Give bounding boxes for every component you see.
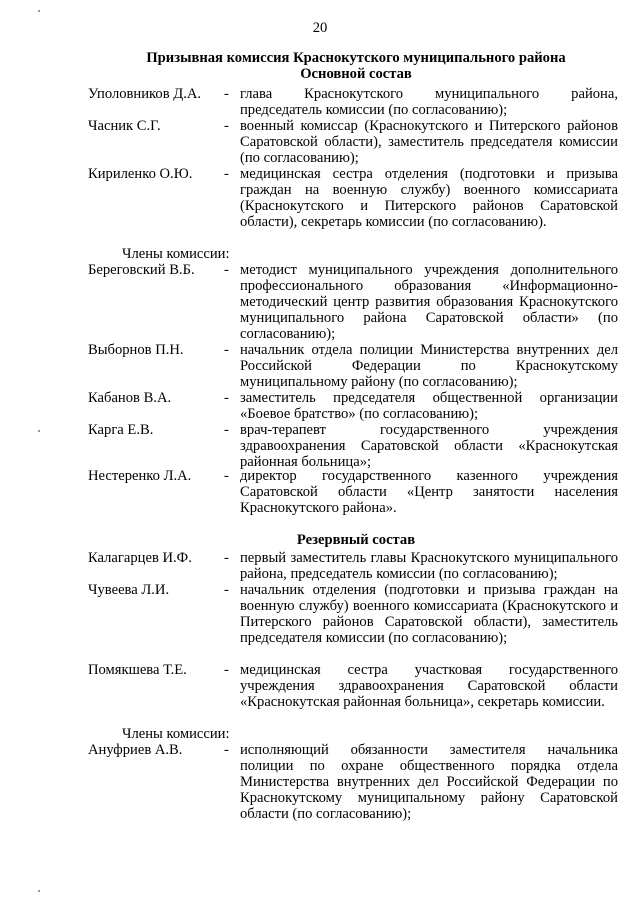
reserve-composition-heading: Резервный состав bbox=[296, 532, 416, 548]
person-name: Карга Е.В. bbox=[88, 422, 154, 438]
members-label: Члены комиссии: bbox=[122, 246, 230, 262]
scan-speck bbox=[38, 10, 40, 12]
person-position: методист муниципального учреждения дополнительного профессионального образования «Информационно-методический центр развития образования Краснокутского муниципального района Саратовской области» (по согласованию); bbox=[240, 262, 618, 342]
person-position: начальник отдела полиции Министерства внутренних дел Российской Федерации по Краснокутскому муниципальному району (по согласованию); bbox=[240, 342, 618, 390]
scan-speck bbox=[38, 890, 40, 892]
person-name: Выборнов П.Н. bbox=[88, 342, 184, 358]
person-position: исполняющий обязанности заместителя начальника полиции по охране общественного порядка отдела Министерства внутренних дел Российской Федерации по Краснокутскому муниципальному району Саратовской области (по согласованию); bbox=[240, 742, 618, 822]
person-name: Помякшева Т.Е. bbox=[88, 662, 187, 678]
entry-dash: - bbox=[224, 166, 229, 182]
person-name: Нестеренко Л.А. bbox=[88, 468, 192, 484]
main-composition-heading: Основной состав bbox=[300, 66, 412, 82]
entry-dash: - bbox=[224, 468, 229, 484]
entry-dash: - bbox=[224, 742, 229, 758]
person-position: директор государственного казенного учреждения Саратовской области «Центр занятости населения Краснокутского района». bbox=[240, 468, 618, 516]
page-number: 20 bbox=[312, 20, 328, 36]
person-name: Чувеева Л.И. bbox=[88, 582, 170, 598]
person-position: военный комиссар (Краснокутского и Питерского районов Саратовской области), заместитель председателя комиссии (по согласованию); bbox=[240, 118, 618, 166]
person-name: Ануфриев А.В. bbox=[88, 742, 183, 758]
person-name: Кабанов В.А. bbox=[88, 390, 172, 406]
entry-dash: - bbox=[224, 390, 229, 406]
person-name: Береговский В.Б. bbox=[88, 262, 195, 278]
entry-dash: - bbox=[224, 582, 229, 598]
entry-dash: - bbox=[224, 86, 229, 102]
entry-dash: - bbox=[224, 550, 229, 566]
person-position: медицинская сестра участковая государственного учреждения здравоохранения Саратовской области «Краснокутская районная больница», секретарь комиссии. bbox=[240, 662, 618, 710]
person-position: медицинская сестра отделения (подготовки и призыва граждан на военную службу) военного комиссариата (Краснокутского и Питерского районов Саратовской области), секретарь комиссии (по согласованию). bbox=[240, 166, 618, 230]
scan-speck bbox=[38, 430, 40, 432]
person-name: Кириленко О.Ю. bbox=[88, 166, 193, 182]
entry-dash: - bbox=[224, 342, 229, 358]
person-position: начальник отделения (подготовки и призыва граждан на военную службу) военного комиссариата (Краснокутского и Питерского районов Саратовской области), заместитель председателя комиссии (по согласованию); bbox=[240, 582, 618, 646]
entry-dash: - bbox=[224, 262, 229, 278]
document-title: Призывная комиссия Краснокутского муниципального района bbox=[146, 50, 566, 66]
person-position: заместитель председателя общественной организации «Боевое братство» (по согласованию); bbox=[240, 390, 618, 422]
entry-dash: - bbox=[224, 118, 229, 134]
person-name: Калагарцев И.Ф. bbox=[88, 550, 192, 566]
entry-dash: - bbox=[224, 662, 229, 678]
person-position: врач-терапевт государственного учреждения здравоохранения Саратовской области «Краснокутская районная больница»; bbox=[240, 422, 618, 470]
person-name: Уполовников Д.А. bbox=[88, 86, 202, 102]
person-position: глава Краснокутского муниципального района, председатель комиссии (по согласованию); bbox=[240, 86, 618, 118]
entry-dash: - bbox=[224, 422, 229, 438]
members-label: Члены комиссии: bbox=[122, 726, 230, 742]
person-name: Часник С.Г. bbox=[88, 118, 161, 134]
person-position: первый заместитель главы Краснокутского муниципального района, председатель комиссии (по согласованию); bbox=[240, 550, 618, 582]
